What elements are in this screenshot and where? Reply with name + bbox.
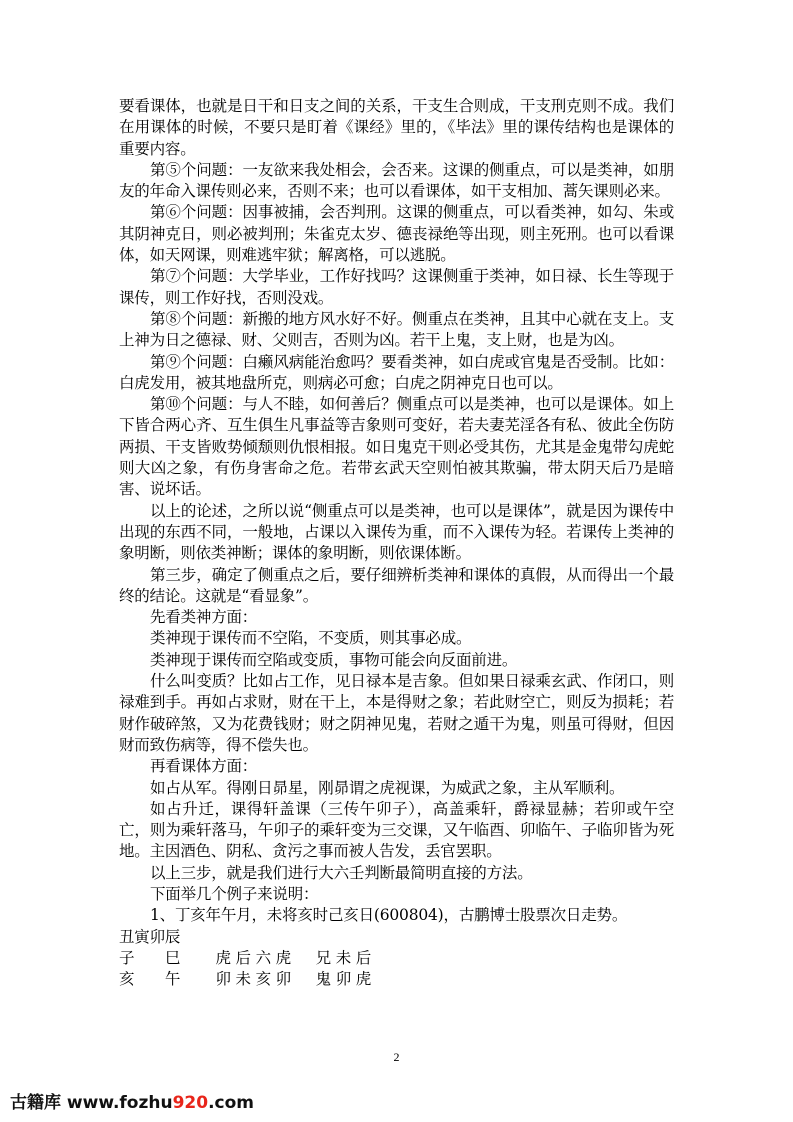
paragraph: 下面举几个例子来说明： [150,884,319,903]
paragraph: 如占从军。得刚日昴星，刚昴谓之虎视课，为威武之象，主从军顺利。 [150,778,625,797]
paragraph: 类神现于课传而不空陷，不变质，则其事必成。 [150,629,472,648]
site-watermark [10,1088,254,1113]
watermark-url-highlight: 920 [172,1093,209,1113]
paragraph: 以上的论述，之所以说“侧重点可以是类神，也可以是课体”，就是因为课传中出现的东西不同，一般地，占课以入课传为重，而不入课传为轻。若课传上类神的象明断，则依类神断；课体的象明断，则依课体断。 [119,501,674,563]
paragraph: 第三步，确定了侧重点之后，要仔细辨析类神和课体的真假，从而得出一个最终的结论。这就是“看显象”。 [119,565,674,605]
page-number: 2 [393,1050,400,1064]
paragraph: 第⑥个问题：因事被捕，会否判刑。这课的侧重点，可以看类神，如勾、朱或其阴神克日，则必被判刑；朱雀克太岁、德丧禄绝等出现，则主死刑。也可以看课体，如天网课，则难逃牢狱；解离格，可以逃脱。 [119,203,674,265]
watermark-url-prefix: www.fozhu [66,1093,173,1113]
paragraph: 类神现于课传而空陷或变质，事物可能会向反面前进。 [150,650,518,669]
paragraph: 第⑩个问题：与人不睦，如何善后？侧重点可以是类神，也可以是课体。如上下皆合两心齐、互生俱生凡事益等吉象则可变好，若夫妻芜淫各有私、彼此全伤防两损、干支皆败势倾颓则仇恨相报。如日鬼克干则必受其伤，尤其是金鬼带勾虎蛇则大凶之象，有伤身害命之危。若带玄武天空则怕被其欺骗，带太阴天后乃是暗害、说坏话。 [119,395,674,499]
lesson-grid-row: 亥 午 卯 未 亥 卯 鬼 卯 虎 [119,970,372,989]
lesson-grid-row: 子 巳 虎 后 六 虎 兄 未 后 [119,948,372,967]
paragraph: 什么叫变质？比如占工作，见日禄本是吉象。但如果日禄乘玄武、作闭口，则禄难到手。再如占求财，财在干上，本是得财之象；若此财空亡，则反为损耗；若财作破碎煞，又为花费钱财；财之阴神见鬼，若财之遁干为鬼，则虽可得财，但因财而致伤病等，得不偿失也。 [119,672,674,754]
paragraph: 以上三步，就是我们进行大六壬判断最简明直接的方法。 [150,863,533,882]
paragraph: 1、丁亥年午月，未将亥时己亥日(600804)，古鹏博士股票次日走势。 [150,906,628,925]
paragraph: 第⑧个问题：新搬的地方风水好不好。侧重点在类神，且其中心就在支上。支上神为日之德禄、财、父则吉，否则为凶。若干上鬼，支上财，也是为凶。 [119,309,674,350]
paragraph-list [119,96,674,948]
paragraph: 第⑦个问题：大学毕业，工作好找吗？这课侧重于类神，如日禄、长生等现于课传，则工作好找，否则没戏。 [119,267,674,307]
paragraph: 先看类神方面： [150,608,258,627]
watermark-url-suffix: .com [208,1093,255,1113]
watermark-site-name: 古籍库 [10,1093,61,1113]
paragraph: 如占升迁，课得轩盖课（三传午卯子），高盖乘轩，爵禄显赫；若卯或午空亡，则为乘轩落马，午卯子的乘轩变为三交课，又午临酉、卯临午、子临卯皆为死地。主因酒色、阴私、贪污之事而被人告发，丢官罢职。 [119,799,674,861]
paragraph: 第⑤个问题：一友欲来我处相会，会否来。这课的侧重点，可以是类神，如朋友的年命入课传则必来，否则不来；也可以看课体，如干支相加、蒿矢课则必来。 [119,160,674,201]
paragraph: 丑寅卯辰 [119,927,181,946]
paragraph: 要看课体，也就是日干和日支之间的关系，干支生合则成，干支刑克则不成。我们在用课体的时候，不要只是盯着《课经》里的，《毕法》里的课传结构也是课体的重要内容。 [119,97,674,158]
body-text [119,96,674,990]
paragraph: 第⑨个问题：白癞风病能治愈吗？要看类神，如白虎或官鬼是否受制。比如：白虎发用，被其地盘所克，则病必可愈；白虎之阴神克日也可以。 [119,352,674,392]
paragraph: 再看课体方面： [150,757,258,776]
